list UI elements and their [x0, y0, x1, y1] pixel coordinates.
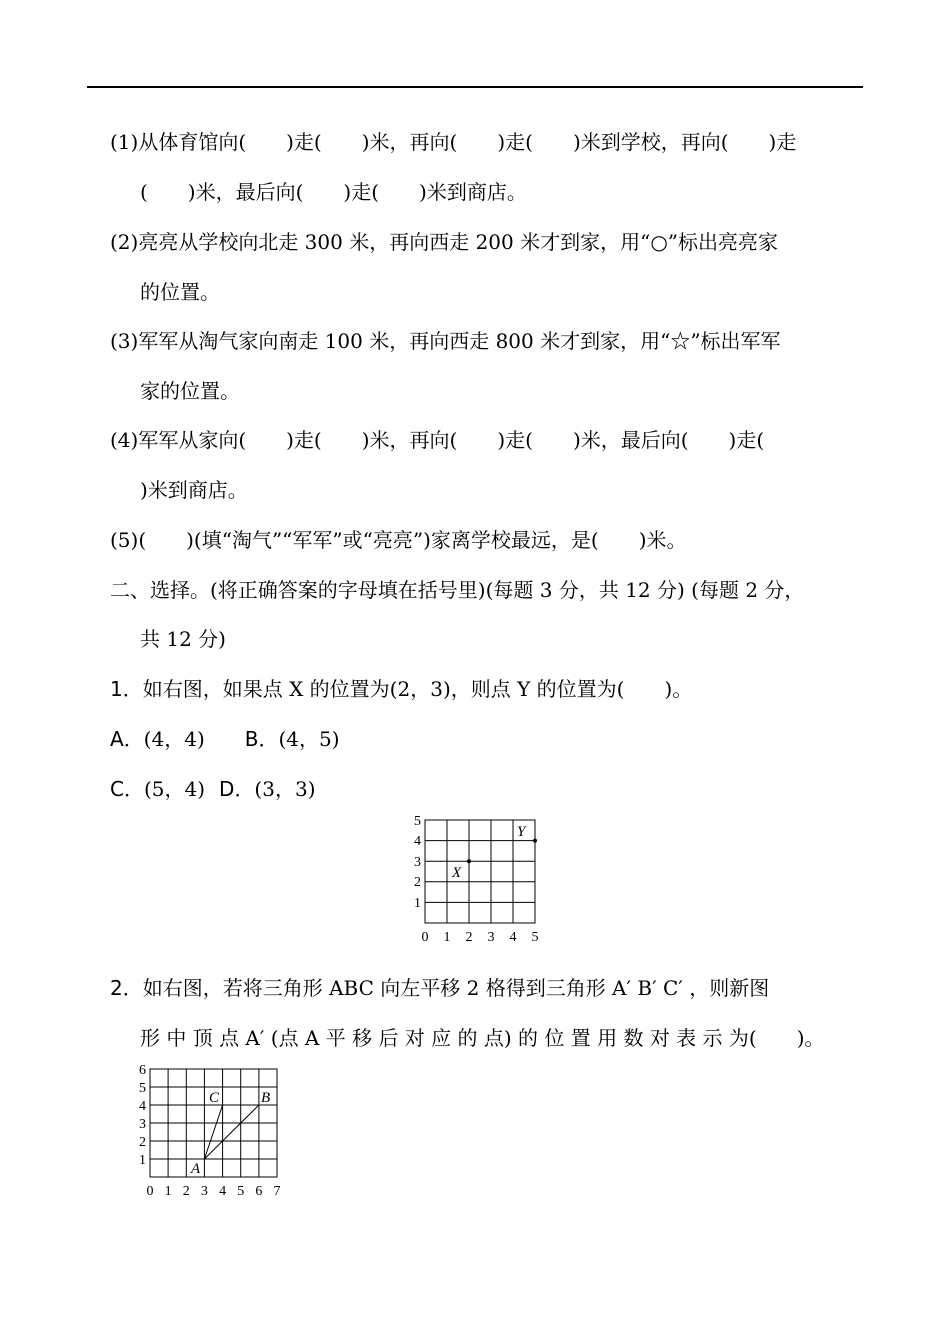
q4-line2: )米到商店。: [140, 478, 248, 502]
grid1-point-x: [467, 859, 471, 863]
grid2-xtick-6: 6: [255, 1184, 263, 1199]
grid1-ytick-1: 1: [414, 896, 421, 911]
q1-line2: ( )米，最后向( )走( )米到商店。: [140, 180, 527, 204]
grid2-xtick-4: 4: [219, 1184, 227, 1199]
top-rule: [87, 86, 863, 88]
grid2-xtick-1: 1: [164, 1184, 172, 1199]
q5-line: (5)( )(填“淘气”“军军”或“亮亮”)家离学校最远，是( )米。: [110, 528, 687, 552]
q1-line1: (1)从体育馆向( )走( )米，再向( )走( )米到学校，再向( )走: [110, 130, 797, 154]
grid2-ytick-1: 1: [139, 1153, 146, 1168]
mc1-number: 1: [110, 677, 123, 701]
grid1-label-x: X: [452, 865, 462, 881]
mc1-options-row1: [110, 727, 340, 751]
grid2-label-a: A: [191, 1161, 201, 1177]
mc1-option-d: D．(3，3): [219, 777, 316, 801]
grid2-xtick-3: 3: [200, 1184, 208, 1199]
grid1-figure: [405, 810, 550, 950]
triangle-abc: [204, 1105, 259, 1159]
grid2-xtick-0: 0: [146, 1184, 154, 1199]
grid1-xtick-1: 1: [443, 930, 451, 945]
grid2-xtick-2: 2: [182, 1184, 190, 1199]
grid1-ytick-4: 4: [414, 834, 421, 849]
q2-line2: 的位置。: [140, 280, 220, 304]
grid2-xtick-5: 5: [237, 1184, 245, 1199]
grid1-xtick-0: 0: [421, 930, 429, 945]
section2-heading-cont: 共 12 分): [140, 627, 226, 651]
grid2-xtick-7: 7: [273, 1184, 281, 1199]
grid1-xtick-2: 2: [465, 930, 473, 945]
mc1-stem: [110, 677, 692, 701]
section2-heading: 二、选择。(将正确答案的字母填在括号里)(每题 3 分，共 12 分) (每题 2 分，: [110, 578, 805, 602]
q3-line1: (3)军军从淘气家向南走 100 米，再向西走 800 米才到家，用“☆”标出军军: [110, 329, 781, 353]
grid1-point-y: [533, 839, 537, 843]
grid2-ytick-3: 3: [139, 1117, 146, 1132]
mc1-option-c: C．(5，4): [110, 777, 206, 801]
grid2-ytick-5: 5: [139, 1081, 146, 1096]
grid1-xtick-4: 4: [509, 930, 517, 945]
q4-line1: (4)军军从家向( )走( )米，再向( )走( )米，最后向( )走(: [110, 428, 765, 452]
grid2-figure: [125, 1060, 290, 1205]
grid2-ytick-2: 2: [139, 1135, 146, 1150]
mc1-option-a: A．(4，4): [110, 727, 205, 751]
grid2-label-c: C: [209, 1090, 220, 1106]
mc2-number: 2: [110, 976, 123, 1000]
grid1-xtick-5: 5: [531, 930, 539, 945]
grid2-ytick-6: 6: [139, 1063, 146, 1078]
grid2-ytick-4: 4: [139, 1099, 146, 1114]
mc2-line1: [110, 976, 769, 1000]
grid1-xtick-3: 3: [487, 930, 495, 945]
mc1-options-row2: [110, 777, 316, 801]
grid2-label-b: B: [261, 1090, 271, 1106]
grid1-ytick-3: 3: [414, 855, 421, 870]
grid1-ytick-2: 2: [414, 875, 421, 890]
mc2-line1-text: ．如右图，若将三角形 ABC 向左平移 2 格得到三角形 A′ B′ C′ ，则新图: [122, 976, 770, 1000]
mc1-stem-text: ．如右图，如果点 X 的位置为(2，3)，则点 Y 的位置为( )。: [122, 677, 693, 701]
mc2-line2: 形 中 顶 点 A′ (点 A 平 移 后 对 应 的 点) 的 位 置 用 数 对 表 示 为( )。: [140, 1026, 825, 1050]
q2-line1: (2)亮亮从学校向北走 300 米，再向西走 200 米才到家，用“○”标出亮亮家: [110, 230, 779, 254]
mc1-option-b: B．(4，5): [244, 727, 340, 751]
grid1-ytick-5: 5: [414, 814, 421, 829]
grid1-label-y: Y: [517, 824, 526, 840]
q3-line2: 家的位置。: [140, 379, 240, 403]
